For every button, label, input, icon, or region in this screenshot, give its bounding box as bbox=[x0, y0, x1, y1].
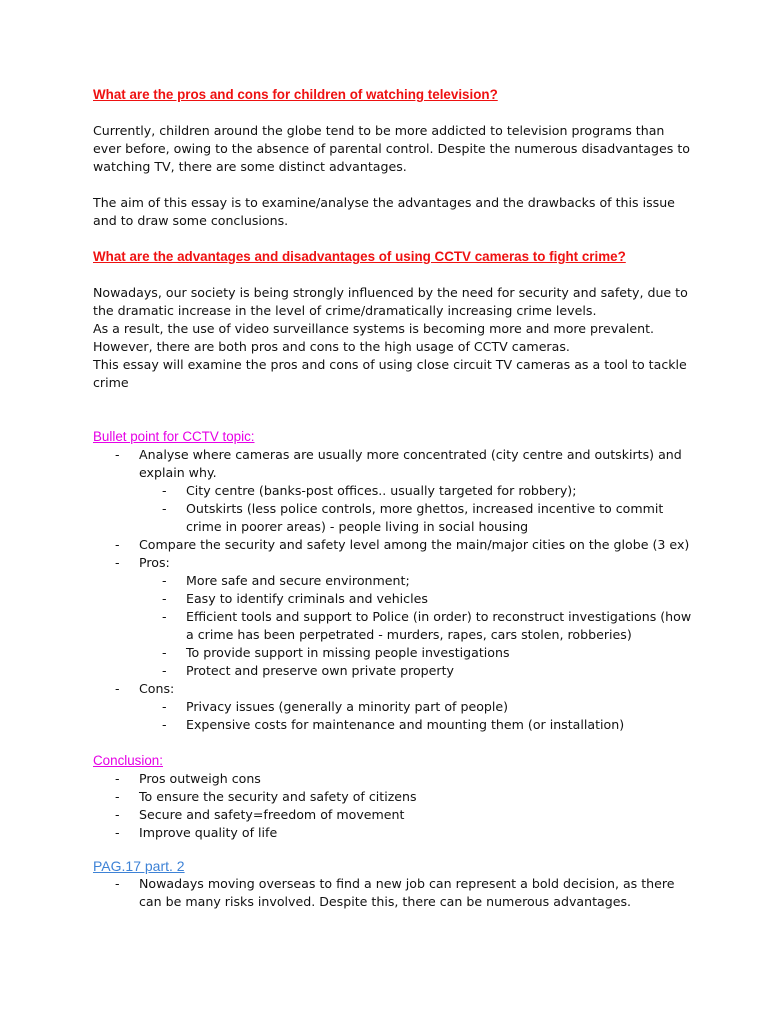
cctv-paragraph-2: As a result, the use of video surveillance systems is becoming more and more prevalent. bbox=[93, 321, 655, 336]
tv-paragraph-2: The aim of this essay is to examine/analyse the advantages and the drawbacks of this issue and to draw some conclusions. bbox=[93, 195, 675, 228]
list-item: - Privacy issues (generally a minority part of people) bbox=[162, 699, 509, 714]
list-item: - To ensure the security and safety of citizens bbox=[115, 789, 417, 804]
cctv-paragraph-4: This essay will examine the pros and cons of using close circuit TV cameras as a tool to tackle crime bbox=[93, 357, 687, 390]
pag17-heading: PAG.17 part. 2 bbox=[93, 858, 185, 874]
conclusion-list bbox=[93, 770, 693, 842]
document-page bbox=[93, 86, 693, 911]
list-item: - Pros: bbox=[115, 555, 170, 570]
cctv-paragraph-3: However, there are both pros and cons to the high usage of CCTV cameras. bbox=[93, 339, 570, 354]
list-item: - To provide support in missing people investigations bbox=[162, 645, 510, 660]
list-item: - City centre (banks-post offices.. usually targeted for robbery); bbox=[162, 483, 577, 498]
cctv-paragraph-1: Nowadays, our society is being strongly influenced by the need for security and safety, due to the dramatic increase in the level of crime/dramatically increasing crime levels. bbox=[93, 285, 688, 318]
tv-paragraph-1: Currently, children around the globe tend to be more addicted to television programs than ever before, owing to the absence of parental control. Despite the numerous disadvantages to watching TV, there are some distinct advantages. bbox=[93, 123, 690, 174]
list-item: - Improve quality of life bbox=[115, 825, 278, 840]
list-item: - Expensive costs for maintenance and mounting them (or installation) bbox=[162, 717, 625, 732]
list-item: - Nowadays moving overseas to find a new job can represent a bold decision, as there can be many risks involved. Despite this, there can be numerous advantages. bbox=[115, 876, 675, 909]
cctv-heading: What are the advantages and disadvantages of using CCTV cameras to fight crime? bbox=[93, 249, 626, 264]
list-item: - Analyse where cameras are usually more concentrated (city centre and outskirts) and explain why. bbox=[115, 447, 682, 480]
conclusion-heading: Conclusion: bbox=[93, 753, 163, 768]
list-item: - More safe and secure environment; bbox=[162, 573, 410, 588]
pag17-list bbox=[93, 875, 693, 911]
list-item: - Compare the security and safety level among the main/major cities on the globe (3 ex) bbox=[115, 537, 690, 552]
list-item: - Protect and preserve own private property bbox=[162, 663, 454, 678]
list-item: - Pros outweigh cons bbox=[115, 771, 261, 786]
bullets-heading: Bullet point for CCTV topic: bbox=[93, 429, 255, 444]
list-item: - Secure and safety=freedom of movement bbox=[115, 807, 405, 822]
list-item: - Outskirts (less police controls, more ghettos, increased incentive to commit crime in poorer areas) - people living in social housing bbox=[162, 501, 664, 534]
list-item: - Cons: bbox=[115, 681, 175, 696]
bullet-list bbox=[93, 446, 693, 734]
list-item: - Efficient tools and support to Police (in order) to reconstruct investigations (how a crime has been perpetrated - murders, rapes, cars stolen, robberies) bbox=[162, 609, 692, 642]
tv-heading: What are the pros and cons for children of watching television? bbox=[93, 87, 498, 102]
list-item: - Easy to identify criminals and vehicles bbox=[162, 591, 428, 606]
